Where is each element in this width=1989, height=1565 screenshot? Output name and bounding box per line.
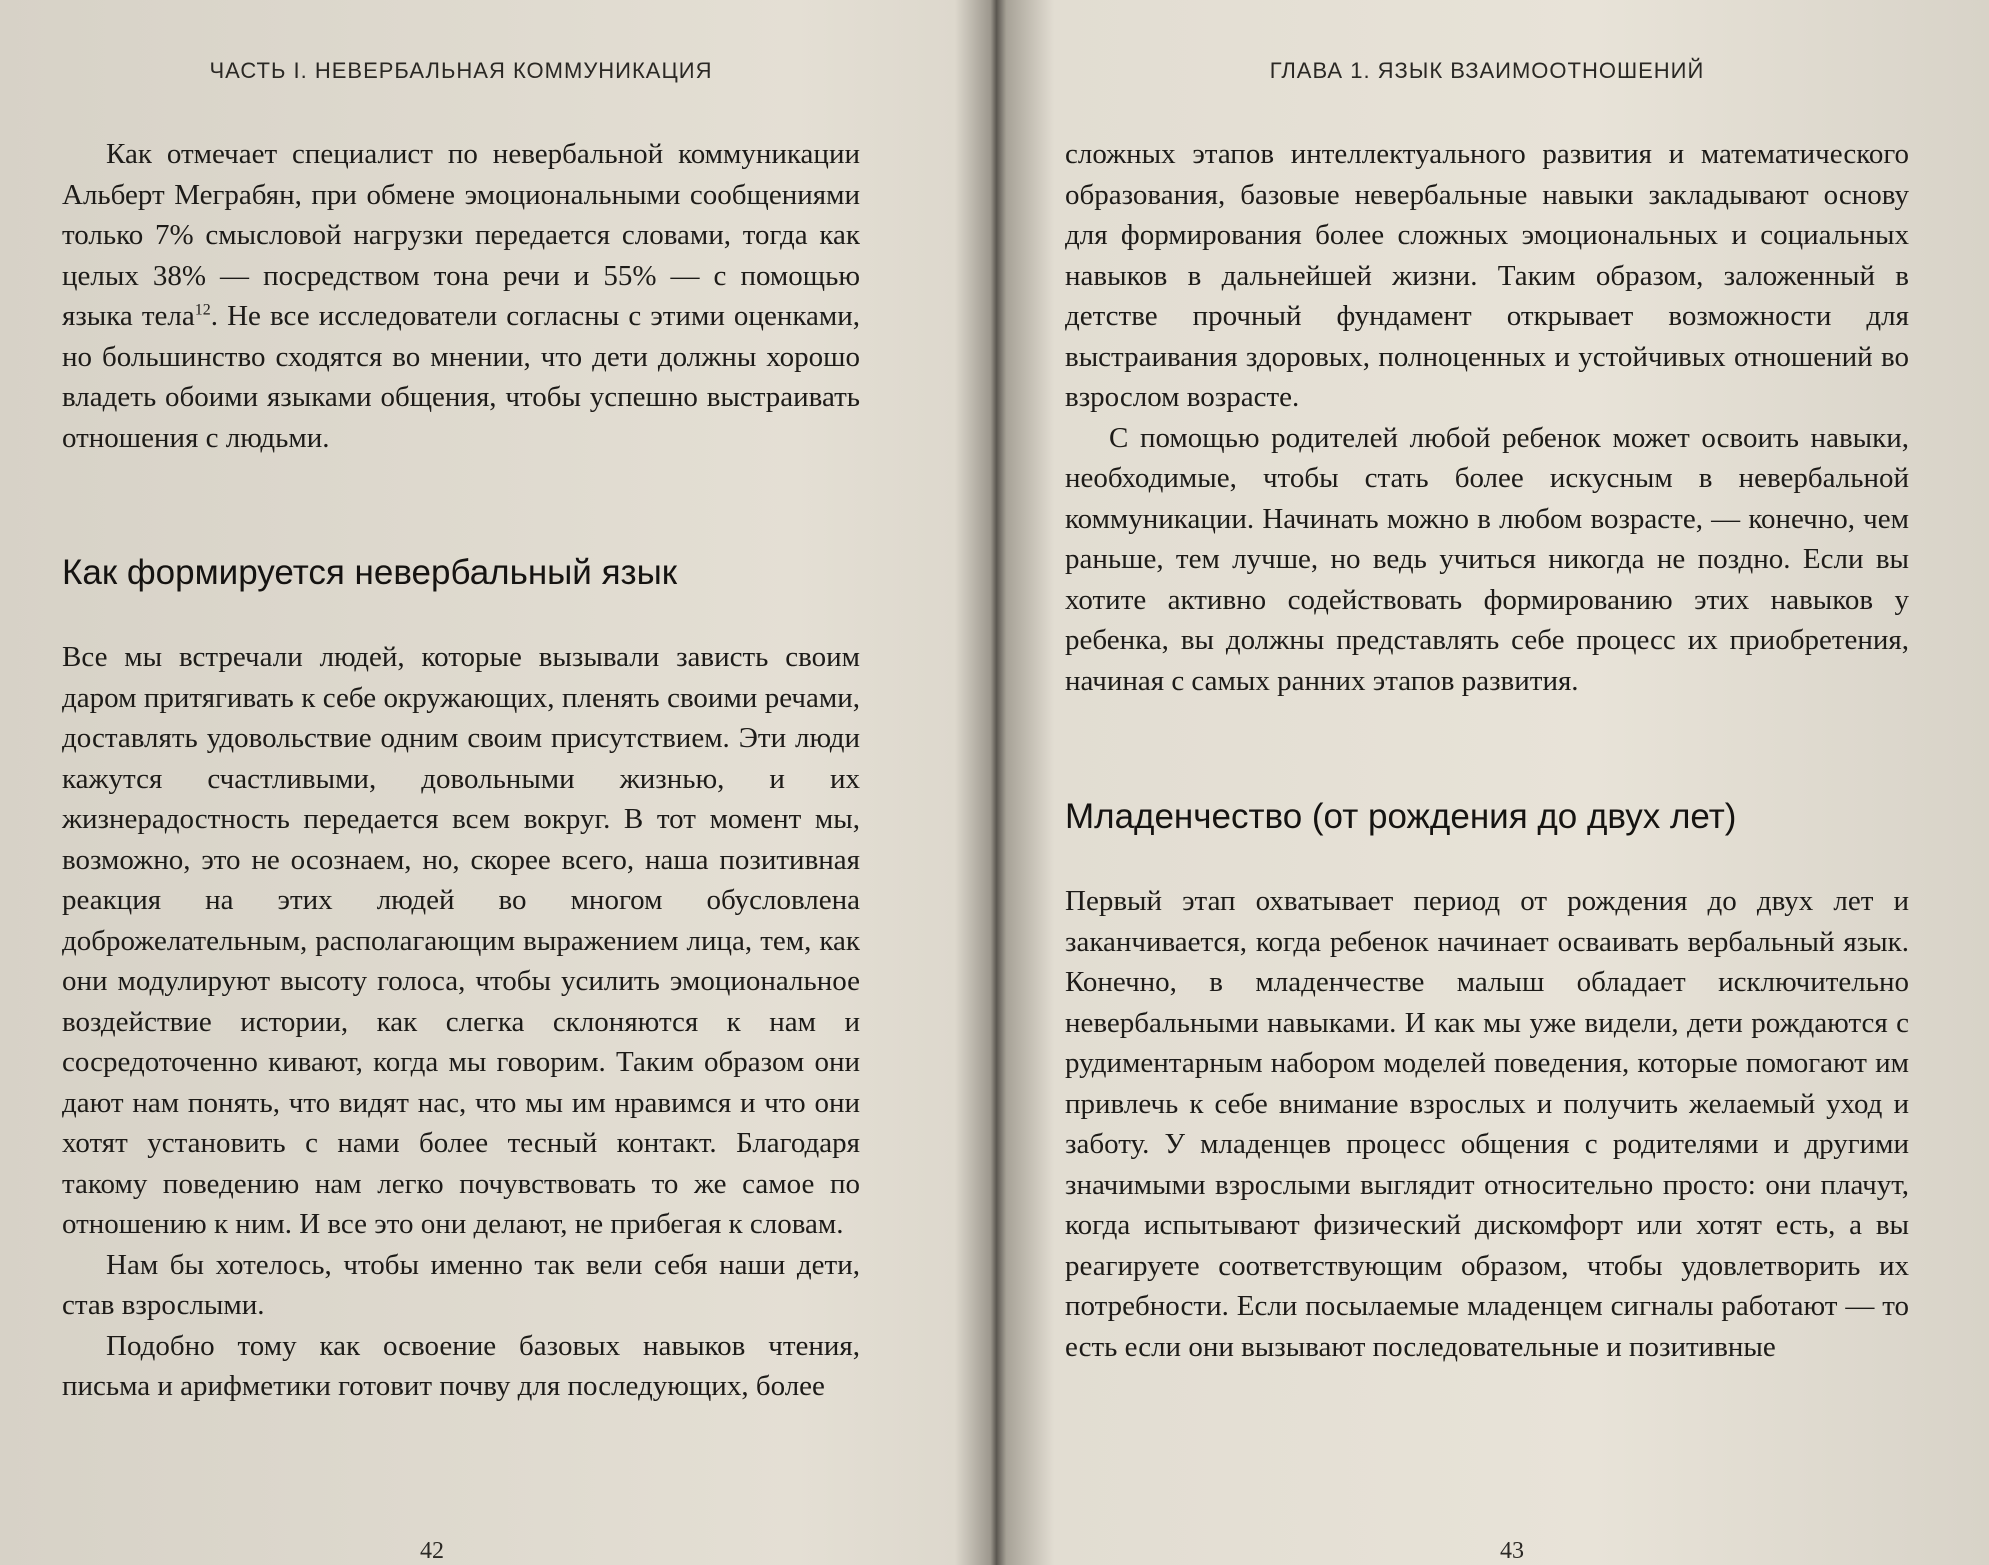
section-heading-infancy: Младенчество (от рождения до двух лет) [1065,797,1737,836]
section-heading-nonverbal-language: Как формируется невербальный язык [62,553,678,592]
left-intro-paragraph [62,134,860,458]
left-running-head: ЧАСТЬ I. НЕВЕРБАЛЬНАЯ КОММУНИКАЦИЯ [209,58,713,83]
right-page [1000,0,1989,1565]
right-paragraph-1: сложных этапов интеллектуального развития и математического образования, базовые невербальные навыки закладывают основу для формирования более сложных эмоциональных и социальных навыков в дальнейшей жизни. Таким образом, заложенный в детстве прочный фундамент открывает возможности для выстраивания здоровых, полноценных и устойчивых отношений во взрослом возрасте. [1065,138,1909,413]
right-page-number: 43 [1500,1538,1524,1564]
left-page-number: 42 [420,1538,444,1564]
intro-text-before-note: Как отмечает специалист по невербальной коммуникации Альберт Меграбян, при обмене эмоциональными сообщениями только 7% смысловой нагрузки передается словами, тогда как целых 38% — посредством тона речи и 55% — с помощью языка тела [62,138,860,332]
right-section-paragraph: Первый этап охватывает период от рождения до двух лет и заканчивается, когда ребенок начинает осваивать вербальный язык. Конечно, в младенчестве малыш обладает исключительно невербальными навыками. И как мы уже видели, дети рождаются с рудиментарным набором моделей поведения, которые помогают им привлечь к себе внимание взрослых и получить желаемый уход и заботу. У младенцев процесс общения с родителями и другими значимыми взрослыми выглядит относительно просто: они плачут, когда испытывают физический дискомфорт или хотят есть, а вы реагируете соответствующим образом, чтобы удовлетворить их потребности. Если посылаемые младенцем сигналы работают — то есть если они вызывают последовательные и позитивные [1065,885,1909,1363]
footnote-reference: 12 [194,301,211,319]
left-paragraph-3: Подобно тому как освоение базовых навыков чтения, письма и арифметики готовит почву для последующих, более [62,1329,860,1402]
left-paragraph-2: Нам бы хотелось, чтобы именно так вели себя наши дети, став взрослыми. [62,1248,860,1321]
left-paragraph-1: Все мы встречали людей, которые вызывали зависть своим даром притягивать к себе окружающих, пленять своими речами, доставлять удовольствие одним своим присутствием. Эти люди кажутся счастливыми, довольными жизнью, и их жизнерадостность передается всем вокруг. В тот момент мы, возможно, это не осознаем, но, скорее всего, наша позитивная реакция на этих людей во многом обусловлена доброжелательным, располагающим выражением лица, тем, как они модулируют высоту голоса, чтобы усилить эмоциональное воздействие истории, как слегка склоняются к нам и сосредоточенно кивают, когда мы говорим. Таким образом они дают нам понять, что видят нас, что мы им нравимся и что они хотят установить с нами более тесный контакт. Благодаря такому поведению нам легко почувствовать то же самое по отношению к ним. И все это они делают, не прибегая к словам. [62,641,860,1240]
intro-text-after-note: . Не все исследователи согласны с этими оценками, но большинство сходятся во мнении, что дети должны хорошо владеть обоими языками общения, чтобы успешно выстраивать отношения с людьми. [62,300,860,454]
right-paragraph-2: С помощью родителей любой ребенок может освоить навыки, необходимые, чтобы стать более искусным в невербальной коммуникации. Начинать можно в любом возрасте, — конечно, чем раньше, тем лучше, но ведь учиться никогда не поздно. Если вы хотите активно содействовать формированию этих навыков у ребенка, вы должны представлять себе процесс их приобретения, начиная с самых ранних этапов развития. [1065,421,1909,697]
right-running-head: ГЛАВА 1. ЯЗЫК ВЗАИМООТНОШЕНИЙ [1269,58,1705,83]
left-page [0,0,960,1565]
